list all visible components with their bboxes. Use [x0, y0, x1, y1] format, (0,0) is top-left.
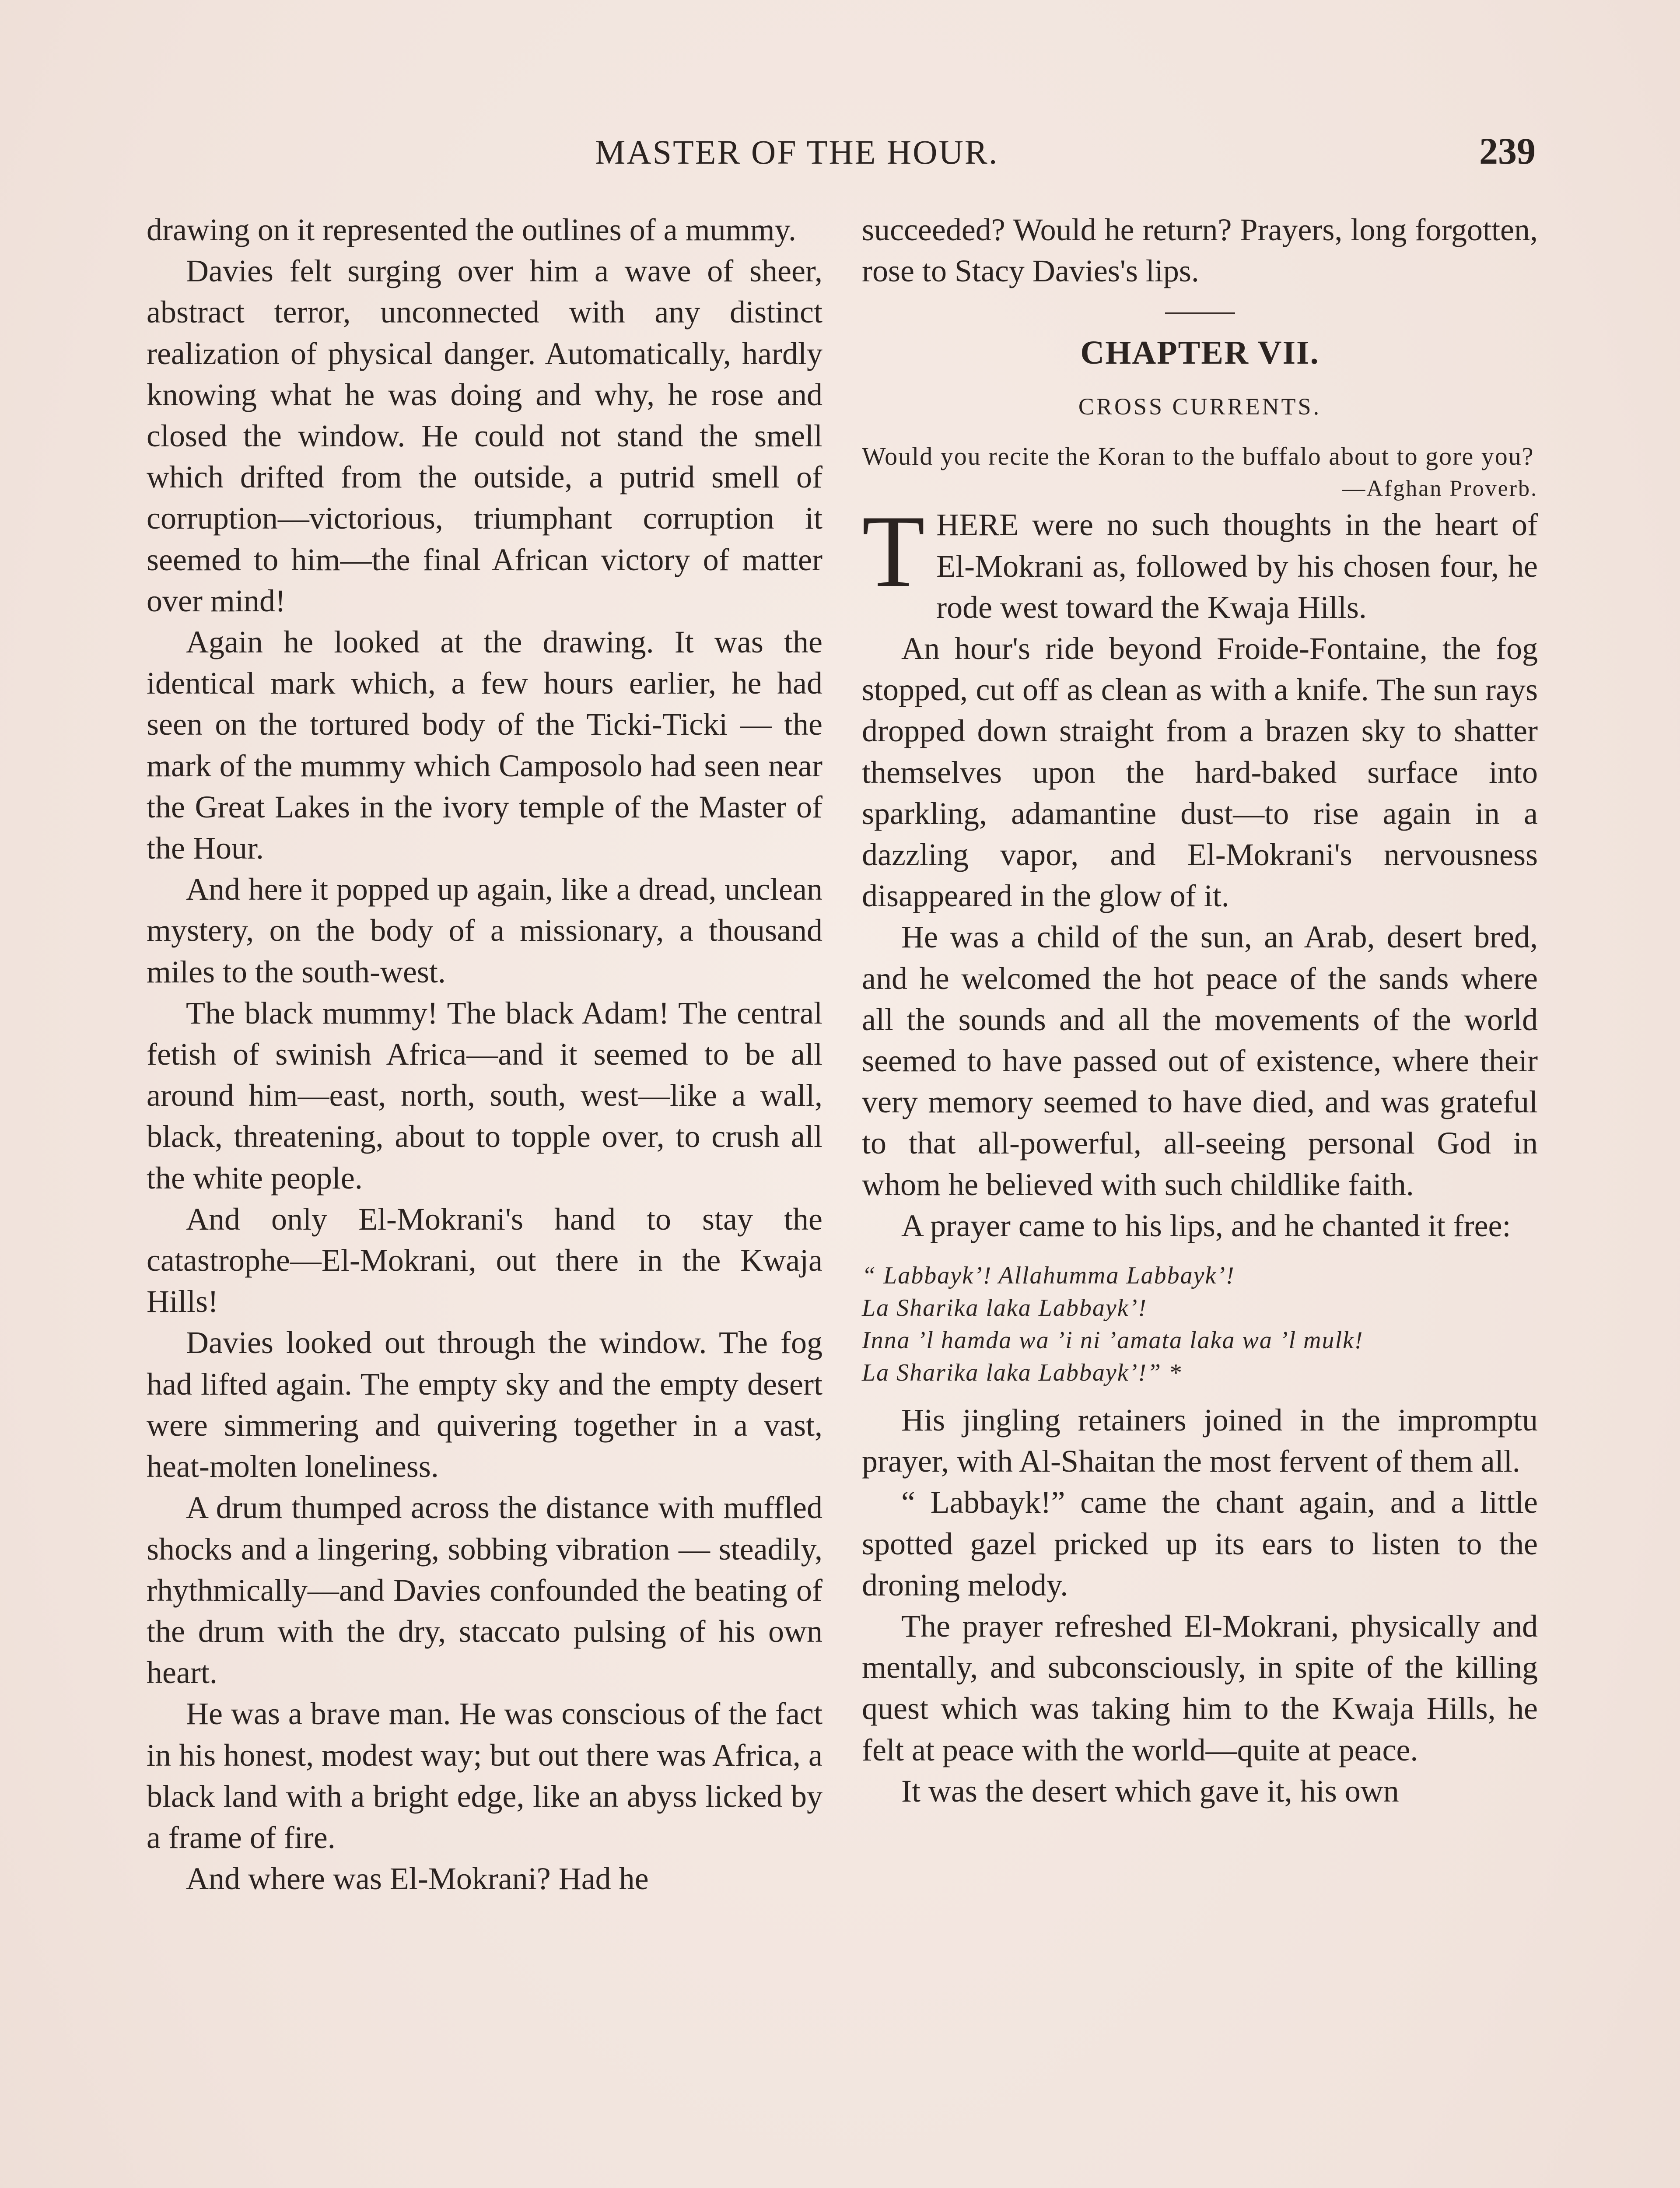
paragraph: He was a child of the sun, an Arab, desert bred, and he welcomed the hot peace of the sands where all the sounds and all the movements of the world seemed to have passed out of existence, where their very memory seemed to have died, and was grateful to that all-powerful, all-seeing personal God in whom he believed with such childlike faith. — [862, 919, 1538, 1202]
right-column — [862, 209, 1538, 1812]
prayer-line: La Sharika laka Labbayk’!” * — [862, 1359, 1182, 1387]
prayer-line: La Sharika laka Labbayk’! — [862, 1294, 1147, 1322]
paragraph: And here it popped up again, like a dread, unclean mystery, on the body of a missionary, a thousand miles to the south-west. — [147, 872, 822, 989]
epigraph: Would you recite the Koran to the buffalo about to gore you? — [862, 442, 1534, 471]
paragraph: Davies looked out through the window. The fog had lifted again. The empty sky and the empty desert were simmering and quivering together in a vast, heat-molten loneliness. — [147, 1325, 822, 1484]
paragraph: It was the desert which gave it, his own — [901, 1773, 1399, 1809]
section-divider — [1165, 312, 1235, 314]
paragraph: Davies felt surging over him a wave of sheer, abstract terror, unconnected with any distinct realization of physical danger. Automatically, hardly knowing what he was doing and why, he rose and closed the window. He could not stand the smell which drifted from the outside, a putrid smell of corruption—victorious, triumphant corruption it seemed to him—the final African victory of matter over mind! — [147, 253, 822, 618]
running-head — [144, 129, 1536, 177]
chapter-subtitle: CROSS CURRENTS. — [1078, 393, 1322, 420]
paragraph: The prayer refreshed El-Mokrani, physically and mentally, and subconsciously, in spite of the killing quest which was taking him to the Kwaja Hills, he felt at peace with the world—quite at peace. — [862, 1609, 1538, 1767]
paragraph: The black mummy! The black Adam! The central fetish of swinish Africa—and it seemed to be all around him—east, north, south, west—like a wall, black, threatening, about to topple over, to crush all the white people. — [147, 995, 822, 1196]
prayer-line: Inna ’l hamda wa ’i ni ’amata laka wa ’l mulk! — [862, 1327, 1364, 1354]
opening-paragraph — [862, 494, 1538, 628]
paragraph: succeeded? Would he return? Prayers, long forgotten, rose to Stacy Davies's lips. — [862, 212, 1538, 289]
prayer-line: “ Labbayk’! Allahumma Labbayk’! — [862, 1262, 1235, 1290]
chapter-heading: CHAPTER VII. — [1080, 334, 1320, 372]
paragraph: A drum thumped across the distance with muffled shocks and a lingering, sobbing vibration — steadily, rhythmically—and Davies confounded the beating of the drum with the dry, staccato pulsing of his own heart. — [147, 1490, 822, 1690]
drop-cap: T — [862, 494, 925, 609]
paragraph: And where was El-Mokrani? Had he — [186, 1861, 649, 1897]
paragraph: An hour's ride beyond Froide-Fontaine, the fog stopped, cut off as clean as with a knife. The sun rays dropped down straight from a brazen sky to shatter themselves upon the hard-baked surface into sparkling, adamantine dust—to rise again in a dazzling vapor, and El-Mokrani's nervousness disappeared in the glow of it. — [862, 631, 1538, 914]
paragraph: Again he looked at the drawing. It was the identical mark which, a few hours earlier, he had seen on the tortured body of the Ticki-Ticki — the mark of the mummy which Camposolo had seen near the Great Lakes in the ivory temple of the Master of the Hour. — [147, 624, 822, 866]
paragraph: His jingling retainers joined in the impromptu prayer, with Al-Shaitan the most fervent of them all. — [862, 1403, 1538, 1479]
running-title: MASTER OF THE HOUR. — [595, 133, 999, 171]
left-column — [147, 209, 822, 1899]
prayer-verse — [862, 1259, 1538, 1389]
paragraph: drawing on it represented the outlines of a mummy. — [147, 212, 796, 247]
paragraph: A prayer came to his lips, and he chanted it free: — [901, 1208, 1511, 1243]
epigraph-attribution: —Afghan Proverb. — [1342, 476, 1538, 501]
opening-text: HERE were no such thoughts in the heart of El-Mokrani as, followed by his chosen four, he rode west toward the Kwaja Hills. — [936, 507, 1538, 625]
page-number: 239 — [1479, 130, 1536, 172]
paragraph: “ Labbayk!” came the chant again, and a little spotted gazel pricked up its ears to listen to the droning melody. — [862, 1485, 1538, 1602]
paragraph: And only El-Mokrani's hand to stay the catastrophe—El-Mokrani, out there in the Kwaja Hills! — [147, 1201, 822, 1319]
paragraph: He was a brave man. He was conscious of the fact in his honest, modest way; but out there was Africa, a black land with a bright edge, like an abyss licked by a frame of fire. — [147, 1696, 822, 1855]
